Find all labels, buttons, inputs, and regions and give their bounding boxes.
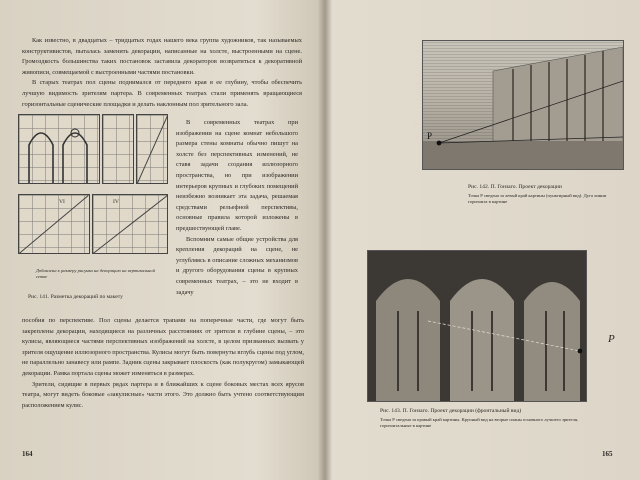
paragraph: Вспомним самые общие устройства для крепления декораций на сцене, не углубляясь в описание сложных механизмов и другого оборудования сцены в крупных современных театрах, – это не входит в задачу (176, 235, 298, 296)
diagonal-line (93, 195, 168, 254)
figure-cell (18, 114, 100, 184)
arcade-engraving (368, 251, 586, 401)
paragraph: Как известно, в двадцатых – тридцатых годах нашего века группа художников, так называемых конструктивистов, пыталась заменить декорации, написанные на холсте, выстроенными на сцене. Громоздкость большинства таких постановок заставила декораторов возвратиться к декоративной живописи, совмещаемой с выстроенными частями постановки. (22, 37, 302, 76)
figure-note-142: Точка P сведена за левый край картины (пунктирный вид). Дуга линии горизонта в картине (468, 193, 607, 204)
page-number-right: 165 (602, 450, 613, 458)
figure-cell (102, 114, 134, 184)
figure-caption-143: Рис. 143. П. Гонзаго. Проект декорации (фронтальный вид) (380, 408, 522, 414)
figure-cell (18, 194, 90, 254)
engraving-142 (422, 40, 624, 170)
colonnade-engraving (423, 41, 623, 169)
point-label-143: P (608, 333, 615, 345)
figure-141 (16, 112, 166, 292)
paragraph: В старых театрах пол сцены поднимался от переднего края в ее глубину, чтобы обеспечить лучшую видимость зрителям партера. В современных театрах стали применять вращающиеся горизонтальные сценические площадки и делать наклонным пол зрительного зала. (22, 79, 302, 108)
figure-cell (136, 114, 168, 184)
figure-caption-142: Рис. 142. П. Гонзаго. Проект декорации (468, 184, 562, 190)
cell-label: IV (113, 199, 119, 205)
engraving-143 (367, 250, 587, 402)
page-number-left: 164 (22, 450, 33, 458)
paragraph: Зрители, сидящие в первых рядах партера и в ближайших к сцене боковых местах всех ярусов театра, могут видеть боковые «закулисные» части этого. Это должно быть учтено соответствующим расположением кулис. (22, 380, 304, 409)
cell-label: VI (59, 199, 65, 205)
arch-drawing (19, 115, 99, 183)
point-label: P (427, 131, 433, 141)
diagonal-line (19, 195, 88, 253)
figure-caption-141: Рис. 141. Разметка декораций по макету (28, 294, 123, 300)
book-gutter (318, 0, 332, 480)
paragraph: пособия по перспективе. Пол сцены делается трапами на поперечные части, где могут быть закреплены декорации, находящиеся на различных расстояниях от зрителя в глубине сцены, – это кулисы, являющиеся частями перспективных изображений на холсте, в целом призванных вызвать у зрителя ощущение иллюзорного пространства. Кулисы могут быть повернуты вглубь сцены под углом, не параллельно занавесу или рампе. Задник сцены закрывает плоскость (как полукругом) замыкающей декорации. Рамка портала сцены может изменяться в размерах. (22, 317, 304, 377)
figure-cell (92, 194, 168, 254)
figure-note-143: Точка P сведена за правый край картины. Крупный вид на вторые планы основного лучшего зрителя, горизонтальные в картине (380, 417, 579, 428)
diagonal-line (137, 115, 168, 183)
figure-note: Добавлена к размеру рисунка на декорацию на вертикальной сетке (36, 268, 155, 279)
left-text-bottom (22, 316, 304, 411)
paragraph: В современных театрах при изображении на сцене комнат небольшого размера стены комнаты обычно пишут на холсте без перспективных изменений, не ставя задачи создания иллюзорного пространства, но при изображении интерьеров крупных и глубоких помещений неизбежно возникает эта задача, решаемая средствами рельефной перспективы, основные правила которой изложены в предшествующей главе. (176, 119, 298, 232)
left-text-top (22, 36, 302, 110)
left-text-column (176, 118, 298, 298)
